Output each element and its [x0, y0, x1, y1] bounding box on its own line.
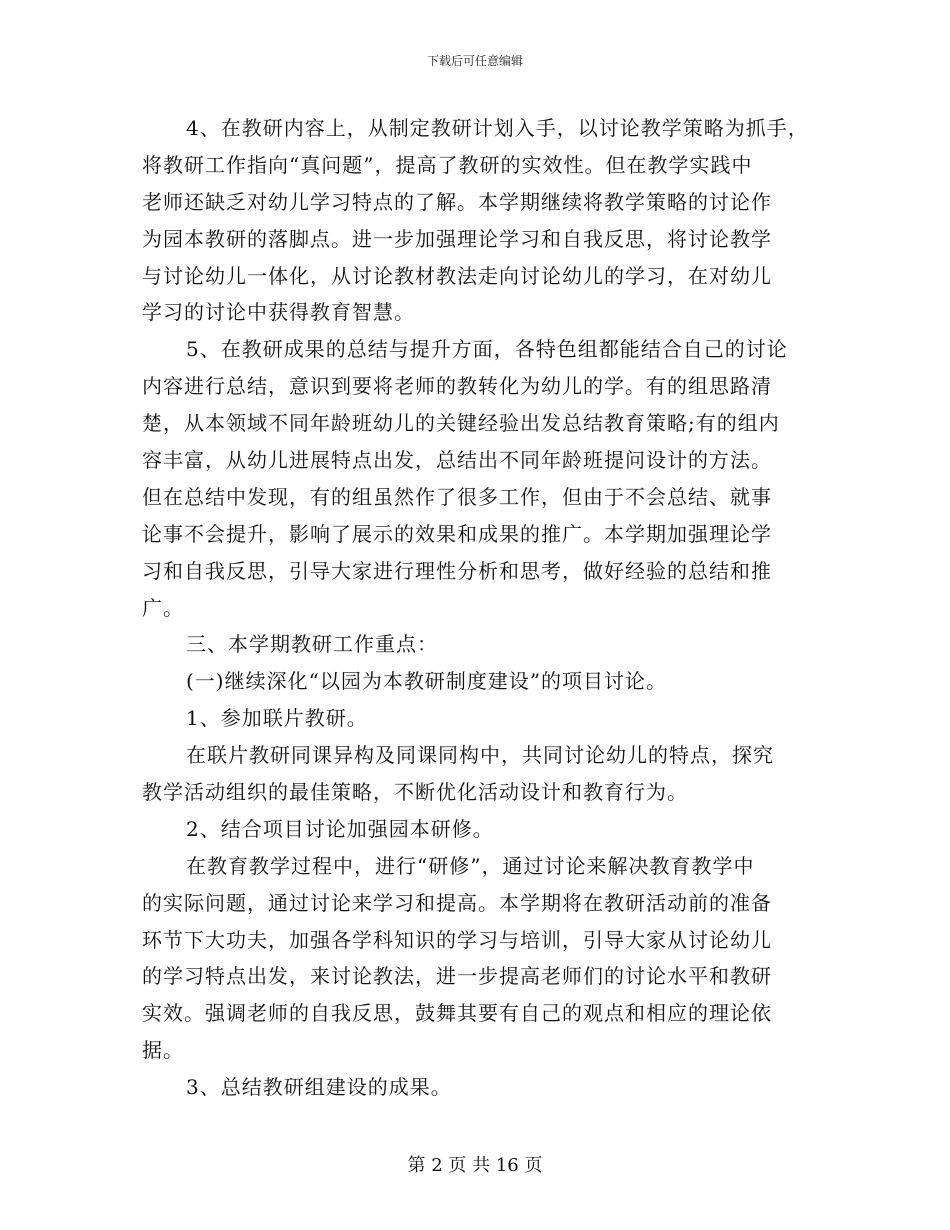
text-line: 内容进行总结，意识到要将老师的教转化为幼儿的学。有的组思路清 [142, 374, 772, 399]
page-number: 第 2 页 共 16 页 [407, 1155, 543, 1176]
text-line: 5、在教研成果的总结与提升方面，各特色组都能结合自己的讨论 [186, 337, 788, 362]
text-line: 容丰富，从幼儿进展特点出发，总结出不同年龄班提问设计的方法。 [142, 448, 772, 473]
text-line: 教学活动组织的最佳策略，不断优化活动设计和教育行为。 [142, 780, 688, 805]
text-line: 在教育教学过程中，进行“研修”，通过讨论来解决教育教学中 [186, 853, 755, 878]
text-line: 论事不会提升，影响了展示的效果和成果的推广。本学期加强理论学 [142, 521, 772, 546]
text-line: 实效。强调老师的自我反思，鼓舞其要有自己的观点和相应的理论依 [142, 1001, 772, 1026]
text-line: 环节下大功夫，加强各学科知识的学习与培训，引导大家从讨论幼儿 [142, 927, 772, 952]
text-line: 4、在教研内容上，从制定教研计划入手，以讨论教学策略为抓手， [186, 116, 809, 140]
text-line: 三、本学期教研工作重点： [186, 632, 438, 657]
text-line: 学习的讨论中获得教育智慧。 [142, 300, 415, 325]
text-line: 但在总结中发现，有的组虽然作了很多工作，但由于不会总结、就事 [142, 484, 772, 509]
text-line: 将教研工作指向“真问题”，提高了教研的实效性。但在教学实践中 [142, 152, 753, 177]
text-line: 2、结合项目讨论加强园本研修。 [186, 816, 494, 841]
text-line: 的学习特点出发，来讨论教法，进一步提高老师们的讨论水平和教研 [142, 964, 772, 989]
text-line: (一)继续深化“以园为本教研制度建设”的项目讨论。 [186, 669, 668, 694]
text-line: 楚，从本领域不同年龄班幼儿的关键经验出发总结教育策略;有的组内 [142, 411, 780, 436]
document-body [142, 110, 832, 1106]
text-line: 3、总结教研组建设的成果。 [186, 1075, 452, 1100]
text-line: 据。 [142, 1038, 184, 1063]
text-line: 与讨论幼儿一体化，从讨论教材教法走向讨论幼儿的学习，在对幼儿 [142, 263, 772, 288]
text-line: 广。 [142, 595, 184, 620]
text-line: 老师还缺乏对幼儿学习特点的了解。本学期继续将教学策略的讨论作 [142, 189, 772, 214]
text-line: 习和自我反思，引导大家进行理性分析和思考，做好经验的总结和推 [142, 558, 772, 583]
page-header-note: 下载后可任意编辑 [426, 54, 523, 68]
text-line: 1、参加联片教研。 [186, 706, 368, 731]
text-line: 在联片教研同课异构及同课同构中，共同讨论幼儿的特点，探究 [186, 743, 774, 768]
text-line: 的实际问题，通过讨论来学习和提高。本学期将在教研活动前的准备 [142, 890, 772, 915]
text-line: 为园本教研的落脚点。进一步加强理论学习和自我反思，将讨论教学 [142, 226, 772, 251]
